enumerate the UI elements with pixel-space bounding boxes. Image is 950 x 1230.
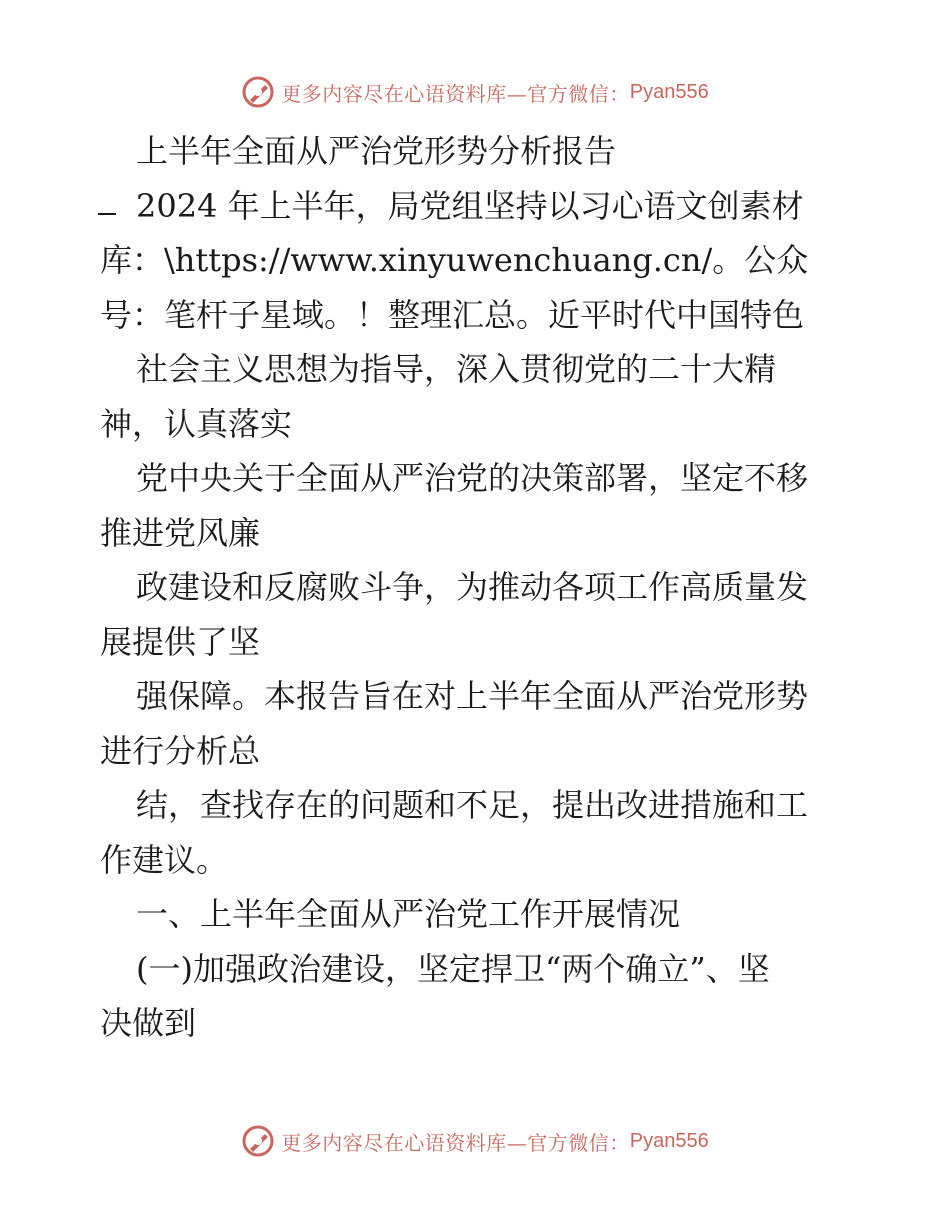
watermark-text: 更多内容尽在心语资料库—官方微信： bbox=[281, 81, 630, 106]
paragraph-line: 进行分析总 bbox=[100, 731, 261, 770]
pen-logo-icon bbox=[241, 1124, 275, 1158]
paragraph-line: 政建设和反腐败斗争，为推动各项工作高质量发 bbox=[136, 568, 809, 606]
paragraph-line: 2024 年上半年，局党组坚持以习心语文创素材 bbox=[136, 186, 804, 225]
pen-logo-icon bbox=[241, 75, 275, 109]
paragraph-line: 库：\https://www.xinyuwenchuang.cn/。公众 bbox=[100, 241, 809, 279]
paragraph-line: 神，认真落实 bbox=[100, 404, 293, 443]
paragraph-line: 决做到 bbox=[100, 1004, 197, 1042]
paragraph-line: 推进党风廉 bbox=[100, 513, 261, 552]
paragraph-line: 作建议。 bbox=[100, 840, 229, 879]
paragraph-line: 党中央关于全面从严治党的决策部署，坚定不移 bbox=[136, 459, 809, 497]
watermark-brand: Pyan556 bbox=[629, 1129, 709, 1152]
document-body bbox=[100, 124, 860, 1051]
document-title: 上半年全面从严治党形势分析报告 bbox=[136, 132, 617, 170]
footer-watermark bbox=[0, 1121, 950, 1161]
paragraph-line: 社会主义思想为指导，深入贯彻党的二十大精 bbox=[136, 350, 777, 388]
paragraph-line: 强保障。本报告旨在对上半年全面从严治党形势 bbox=[136, 677, 809, 715]
subsection-heading: (一)加强政治建设，坚定捍卫“两个确立”、坚 bbox=[136, 949, 770, 988]
section-heading: 一、上半年全面从严治党工作开展情况 bbox=[136, 895, 681, 933]
paragraph-line: 结，查找存在的问题和不足，提出改进措施和工 bbox=[136, 786, 809, 824]
header-watermark bbox=[0, 72, 950, 112]
paragraph-line: 展提供了坚 bbox=[100, 622, 261, 661]
watermark-brand: Pyan556 bbox=[629, 80, 709, 103]
watermark-text: 更多内容尽在心语资料库—官方微信： bbox=[281, 1130, 630, 1155]
paragraph-line: 号：笔杆子星域。！整理汇总。近平时代中国特色 bbox=[100, 295, 805, 334]
